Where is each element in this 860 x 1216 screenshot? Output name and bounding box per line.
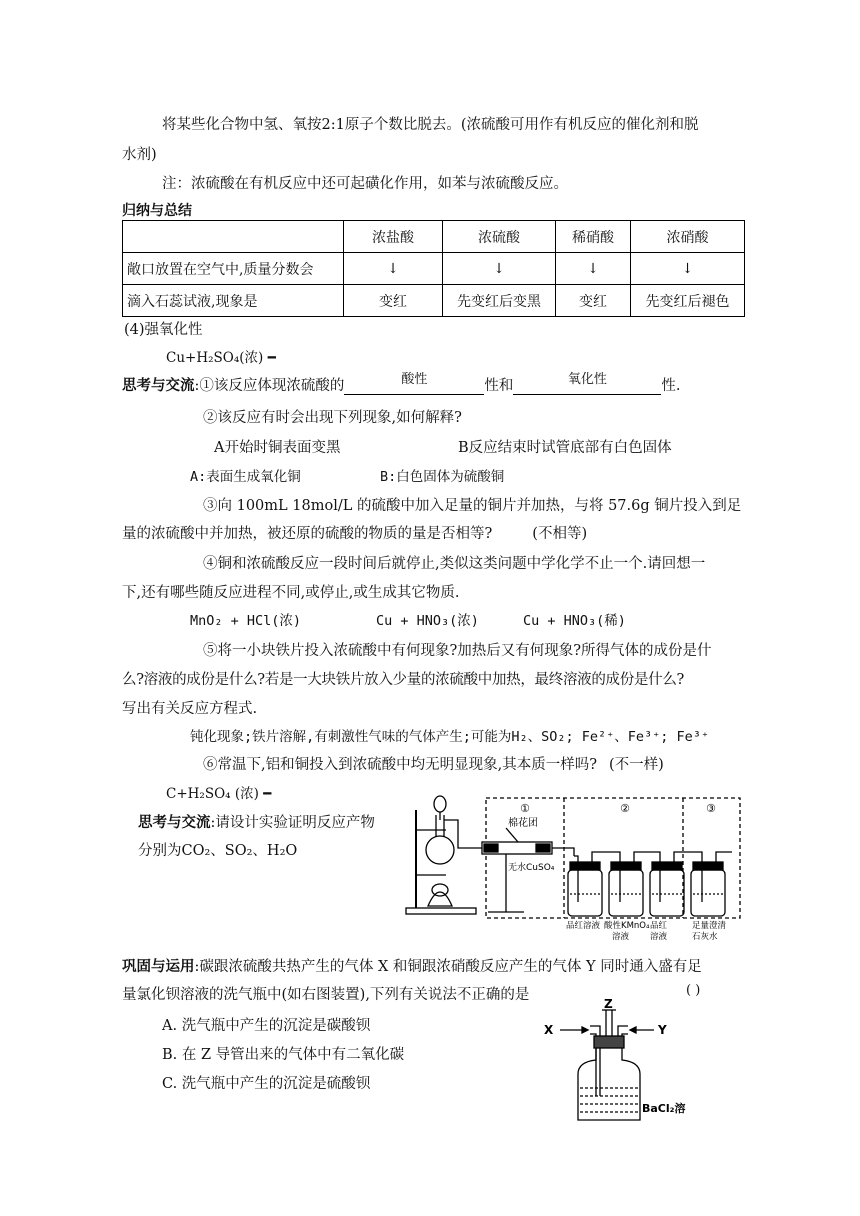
label-bottle-4b: 石灰水	[692, 932, 718, 942]
table-cell: 滴入石蕊试液,现象是	[123, 285, 344, 317]
label-bacl2: BaCl₂溶	[642, 1102, 686, 1115]
intro-line-2: 水剂)	[122, 147, 157, 163]
label-bottle-1: 品红溶液	[566, 921, 601, 931]
answer-blank-2[interactable]	[513, 372, 661, 395]
consolidate-text-1: :碳跟浓硫酸共热产生的气体 X 和铜跟浓硝酸反应产生的气体 Y 同时通入盛有足	[194, 959, 702, 975]
q6-answer: (不一样)	[609, 757, 664, 773]
think-q1	[122, 374, 681, 395]
table-cell: 浓硝酸	[631, 221, 745, 253]
think2-line-1	[138, 811, 375, 832]
label-bottle-2a: 酸性KMnO₄	[604, 921, 650, 931]
table-cell: ↓	[631, 253, 745, 285]
summary-heading: 归纳与总结	[122, 203, 192, 219]
label-x: X	[544, 1023, 554, 1037]
label-cuso4: 无水CuSO₄	[508, 863, 555, 873]
table-cell: 浓硫酸	[443, 221, 556, 253]
table-cell: ↓	[344, 253, 443, 285]
apparatus-diagram-1	[398, 790, 743, 952]
consolidate-line-1	[122, 955, 702, 976]
section-heading-oxidation: (4)强氧化性	[124, 322, 203, 338]
label-cotton: 棉花团	[508, 818, 538, 829]
q2-option-a: A开始时铜表面变黑	[214, 440, 341, 456]
q4-answer-2: Cu + HNO₃(浓)	[376, 613, 479, 629]
q5-line-1: ⑤将一小块铁片投入浓硫酸中有何现象?加热后又有何现象?所得气体的成份是什	[203, 643, 712, 659]
consolidate-label: 巩固与运用	[122, 959, 195, 975]
answer-blank-1[interactable]	[344, 372, 484, 395]
q5-line-3: 写出有关反应方程式.	[122, 701, 258, 717]
q1-prefix: :①该反应体现浓硫酸的	[194, 378, 345, 394]
table-row	[123, 253, 745, 285]
think2-label: 思考与交流	[138, 815, 211, 831]
q3-line-2-text: 量的浓硫酸中并加热，被还原的硫酸的物质的量是否相等?	[122, 526, 493, 542]
intro-note: 注：浓硫酸在有机反应中还可起磺化作用，如苯与浓硫酸反应。	[162, 176, 568, 192]
table-row	[123, 285, 745, 317]
table-header-row	[123, 221, 745, 253]
q1-mid: 性和	[484, 378, 514, 394]
answer-paren: ( )	[686, 983, 701, 998]
table-cell: 先变红后变黑	[443, 285, 556, 317]
answer-2: 氧化性	[567, 372, 607, 387]
q4-answer-1: MnO₂ + HCl(浓)	[190, 613, 302, 629]
table-cell: ↓	[443, 253, 556, 285]
label-bottle-2b: 溶液	[612, 932, 630, 942]
table-cell: 敞口放置在空气中,质量分数会	[123, 253, 344, 285]
q3-line-2	[122, 522, 587, 543]
table-cell: 浓盐酸	[344, 221, 443, 253]
q6-text	[203, 753, 664, 774]
summary-table	[122, 220, 745, 317]
q2-text: ②该反应有时会出现下列现象,如何解释?	[203, 410, 462, 426]
table-cell: ↓	[556, 253, 631, 285]
intro-line-1: 将某些化合物中氢、氧按2:1原子个数比脱去。(浓硫酸可用作有机反应的催化剂和脱	[162, 117, 699, 133]
q6-question: ⑥常温下,铝和铜投入到浓硫酸中均无明显现象,其本质一样吗?	[203, 757, 597, 773]
table-cell: 变红	[556, 285, 631, 317]
table-cell: 变红	[344, 285, 443, 317]
consolidate-line-2: 量氯化钡溶液的洗气瓶中(如右图装置),下列有关说法不正确的是	[122, 987, 530, 1003]
think2-text-1: :请设计实验证明反应产物	[210, 815, 375, 831]
q4-line-1: ④铜和浓硫酸反应一段时间后就停止,类似这类问题中学化学不止一个.请回想一	[203, 556, 706, 572]
label-z: Z	[604, 997, 613, 1011]
think2-line-2: 分别为CO₂、SO₂、H₂O	[138, 843, 298, 859]
label-bottle-3b: 溶液	[650, 932, 668, 942]
option-c[interactable]: C. 洗气瓶中产生的沉淀是硫酸钡	[162, 1076, 371, 1092]
q4-line-2: 下,还有哪些随反应进程不同,或停止,或生成其它物质.	[122, 585, 460, 601]
option-a[interactable]: A. 洗气瓶中产生的沉淀是碳酸钡	[162, 1018, 371, 1034]
section-label-3: ③	[706, 802, 716, 815]
label-y: Y	[658, 1023, 667, 1037]
think-label: 思考与交流	[122, 378, 195, 394]
reaction-c: C+H₂SO₄ (浓) ━	[166, 786, 272, 802]
label-bottle-4a: 足量澄清	[692, 921, 727, 931]
q5-answer: 钝化现象;铁片溶解,有刺激性气味的气体产生;可能为H₂、SO₂; Fe²⁺、Fe³⁺; Fe³⁺	[190, 729, 710, 745]
apparatus-diagram-2	[538, 996, 718, 1126]
reaction-cu: Cu+H₂SO₄(浓) ━	[166, 350, 276, 366]
q3-answer: (不相等)	[532, 526, 588, 542]
q2-answer-b: B:白色固体为硫酸铜	[380, 469, 505, 485]
section-label-2: ②	[620, 802, 630, 815]
label-bottle-3a: 品红	[650, 921, 668, 931]
q3-line-1: ③向 100mL 18mol/L 的硫酸中加入足量的铜片并加热，与将 57.6g 铜片投入到足	[203, 498, 742, 514]
table-cell: 稀硝酸	[556, 221, 631, 253]
q1-suffix: 性.	[661, 378, 681, 394]
q5-line-2: 么?溶液的成份是什么?若是一大块铁片放入少量的浓硫酸中加热，最终溶液的成份是什么?	[122, 672, 685, 688]
q2-answer-a: A:表面生成氧化铜	[190, 469, 301, 485]
table-cell: 先变红后褪色	[631, 285, 745, 317]
section-label-1: ①	[520, 802, 530, 815]
q4-answer-3: Cu + HNO₃(稀)	[523, 613, 626, 629]
option-b[interactable]: B. 在 Z 导管出来的气体中有二氧化碳	[162, 1047, 405, 1063]
table-cell	[123, 221, 344, 253]
answer-1: 酸性	[401, 372, 428, 387]
q2-option-b: B反应结束时试管底部有白色固体	[458, 440, 672, 456]
